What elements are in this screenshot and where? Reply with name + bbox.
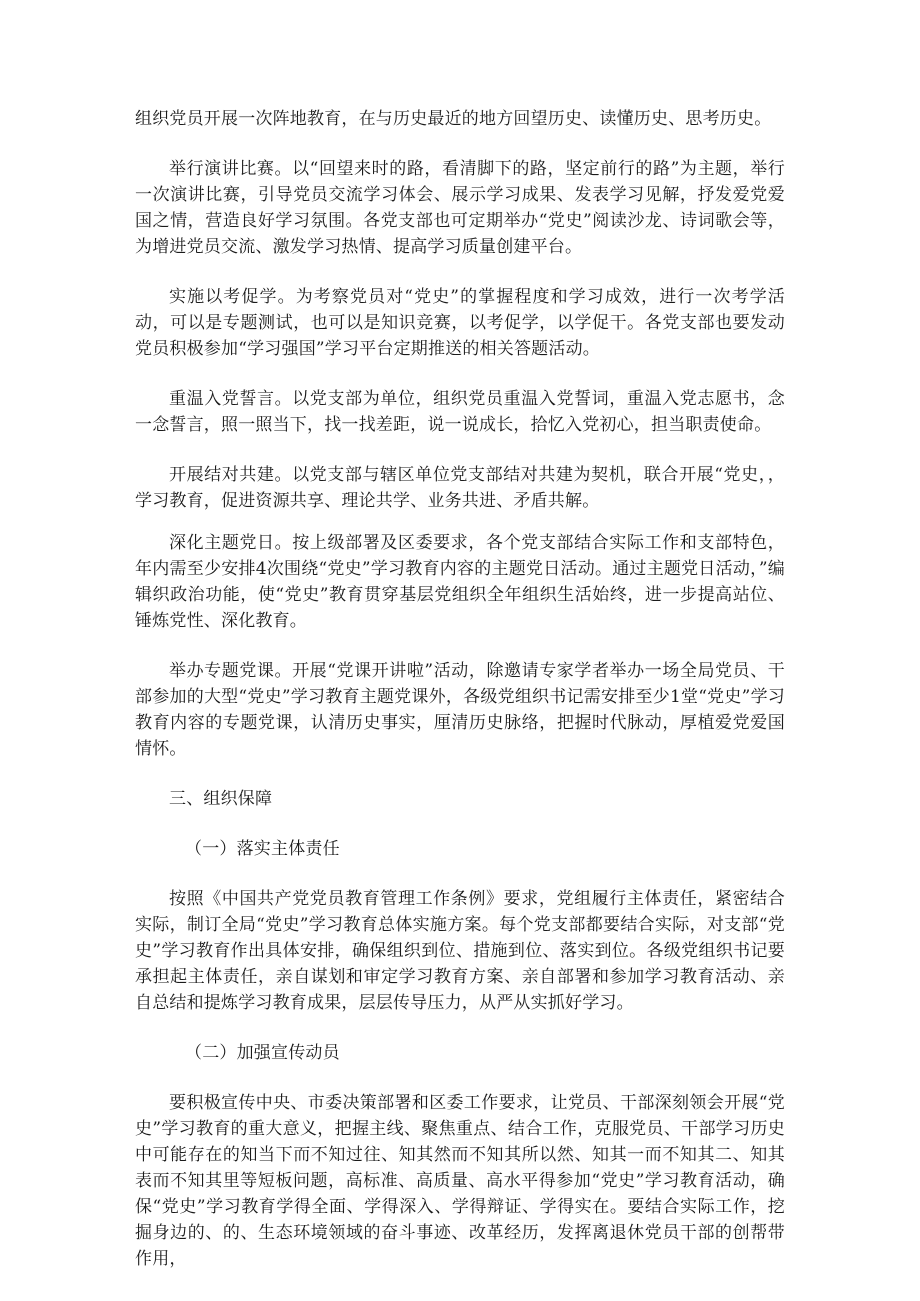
paragraph-responsibility: 按照《中国共产党党员教育管理工作条例》要求，党组履行主体责任，紧密结合实际，制订全局“党史”学习教育总体实施方案。每个党支部都要结合实际，对支部“党史”学习教育作出具体安排，确保组织到位、措施到位、落实到位。各级党组织书记要承担起主体责任，亲自谋划和审定学习教育方案、亲自部署和参加学习教育活动、亲自总结和提炼学习教育成果，层层传导压力，从严从实抓好学习。: [135, 889, 785, 1013]
paragraph-oath: 重温入党誓言。以党支部为单位，组织党员重温入党誓词，重温入党志愿书，念一念誓言，照一照当下，找一找差距，说一说成长，拾忆入党初心，担当职责使命。: [135, 389, 785, 435]
paragraph-party-lecture: 举办专题党课。开展“党课开讲啦”活动，除邀请专家学者举办一场全局党员、干部参加的大型“党史”学习教育主题党课外，各级党组织书记需安排至少1堂“党史”学习教育内容的专题党课，认清历史事实，厘清历史脉络，把握时代脉动，厚植爱党爱国情怀。: [135, 661, 785, 759]
paragraph-party-day: 深化主题党日。按上级部署及区委要求，各个党支部结合实际工作和支部特色，年内需至少安排4次围绕“党史”学习教育内容的主题党日活动。通过主题党日活动，”编辑织政治功能，使“党史”教育贯穿基层党组织全年组织生活始终，进一步提高站位、锤炼党性、深化教育。: [135, 533, 785, 631]
subheading-responsibility: （一）落实主体责任: [185, 839, 340, 859]
paragraph-pair-building: 开展结对共建。以党支部与辖区单位党支部结对共建为契机，联合开展“党史，，学习教育，促进资源共享、理论共学、业务共进、矛盾共解。: [135, 465, 785, 511]
paragraph-exam-study: 实施以考促学。为考察党员对“党史”的掌握程度和学习成效，进行一次考学活动，可以是专题测试，也可以是知识竞赛，以考促学，以学促干。各党支部也要发动党员积极参加“学习强国”学习平台定期推送的相关答题活动。: [135, 287, 785, 359]
document-page: [135, 106, 785, 1296]
subheading-publicity: （二）加强宣传动员: [185, 1043, 340, 1063]
paragraph-position-education: 组织党员开展一次阵地教育，在与历史最近的地方回望历史、读懂历史、思考历史。: [135, 109, 772, 129]
section-heading-organization: 三、组织保障: [169, 789, 273, 809]
paragraph-speech-contest: 举行演讲比赛。以“回望来时的路，看清脚下的路，坚定前行的路”为主题，举行一次演讲比赛，引导党员交流学习体会、展示学习成果、发表学习见解，抒发爱党爱国之情，营造良好学习氛围。各党支部也可定期举办“党史”阅读沙龙、诗词歌会等，为增进党员交流、激发学习热情、提高学习质量创建平台。: [135, 159, 785, 257]
paragraph-publicity: 要积极宣传中央、市委决策部署和区委工作要求，让党员、干部深刻领会开展“党史”学习教育的重大意义，把握主线、聚焦重点、结合工作，克服党员、干部学习历史中可能存在的知当下而不知过往、知其然而不知其所以然、知其一而不知其二、知其表而不知其里等短板问题，高标准、高质量、高水平得参加“党史”学习教育活动，确保“党史”学习教育学得全面、学得深入、学得辩证、学得实在。要结合实际工作，挖掘身边的、的、生态环境领域的奋斗事迹、改革经历，发挥离退休党员干部的创帮带作用，: [135, 1093, 785, 1269]
